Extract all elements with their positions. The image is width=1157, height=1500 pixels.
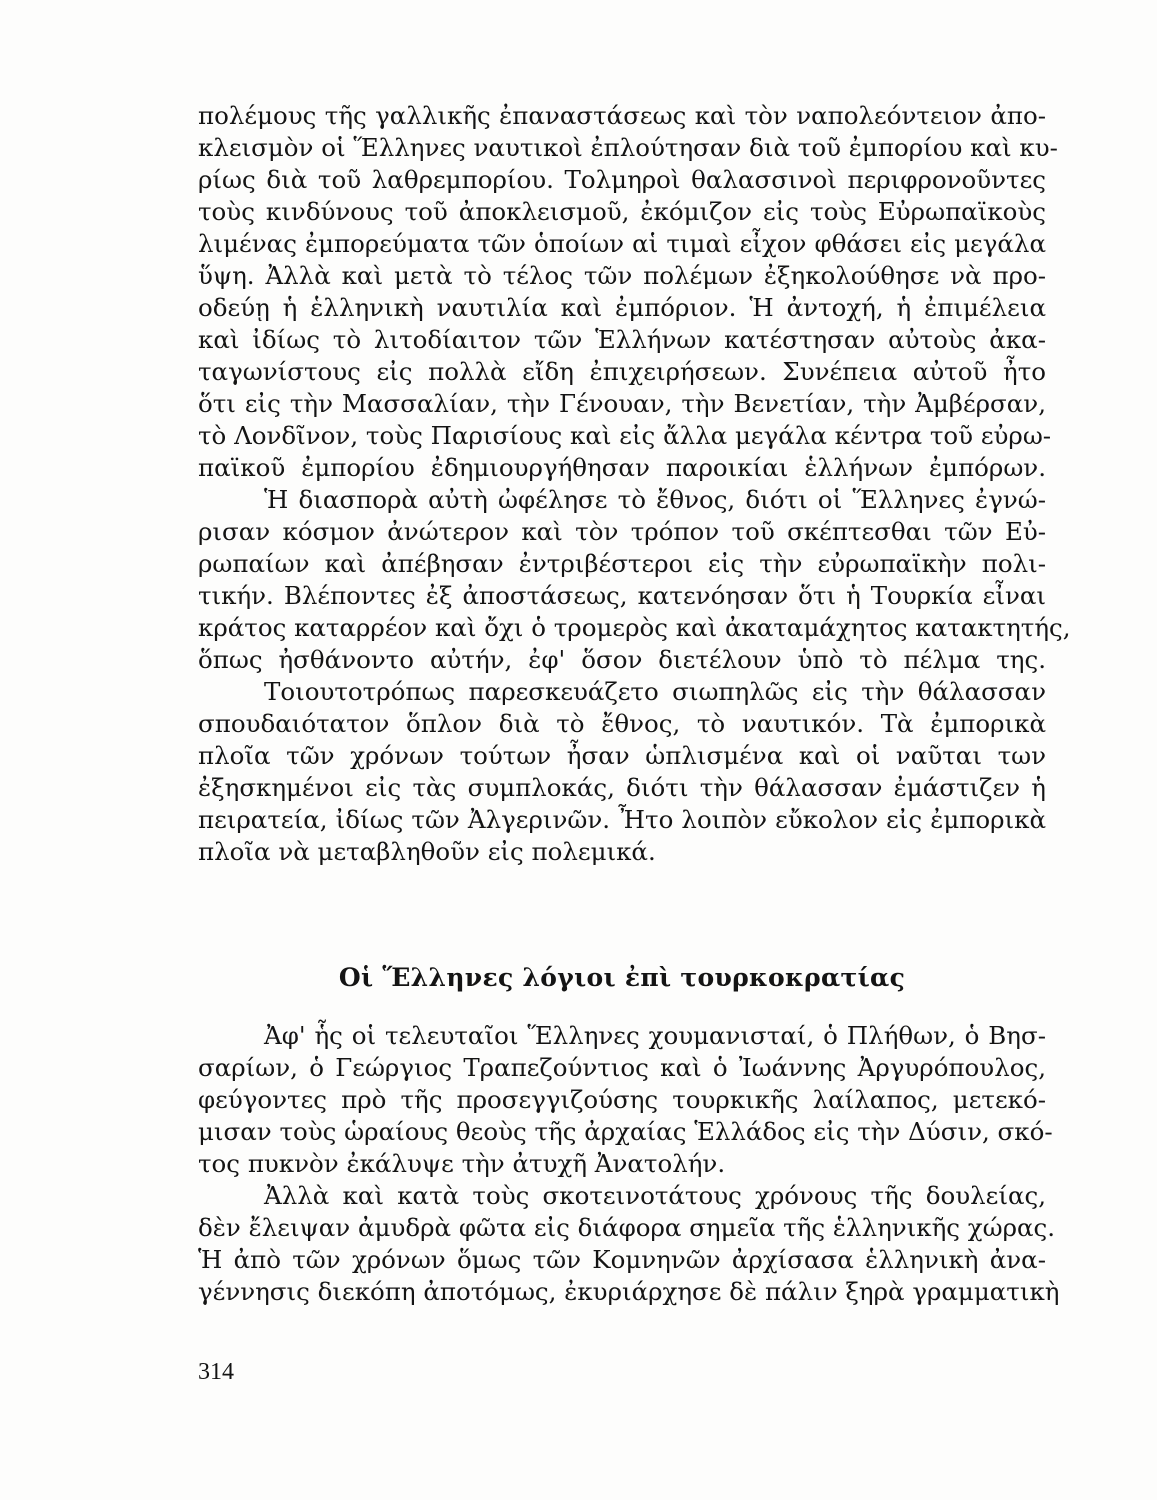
- text-line: Ἀφ' ἧς οἱ τελευταῖοι Ἕλληνες χουμανισταί, ὁ Πλήθων, ὁ Βησ-: [264, 1021, 1046, 1050]
- text-line: τος πυκνὸν ἐκάλυψε τὴν ἀτυχῆ Ἀνατολήν.: [198, 1149, 726, 1178]
- text-line: ρίως διὰ τοῦ λαθρεμπορίου. Τολμηροὶ θαλασσινοὶ περιφρονοῦντες: [198, 165, 1046, 194]
- text-line: φεύγοντες πρὸ τῆς προσεγγιζούσης τουρκικῆς λαίλαπος, μετεκό-: [198, 1085, 1046, 1114]
- section-heading: Οἱ Ἕλληνες λόγιοι ἐπὶ τουρκοκρατίας: [338, 963, 906, 992]
- text-line: κλεισμὸν οἱ Ἕλληνες ναυτικοὶ ἐπλούτησαν διὰ τοῦ ἐμπορίου καὶ κυ-: [198, 133, 1058, 162]
- text-line: κράτος καταρρέον καὶ ὄχι ὁ τρομερὸς καὶ ἀκαταμάχητος κατακτητής,: [198, 613, 1071, 642]
- text-line: λιμένας ἐμπορεύματα τῶν ὁποίων αἱ τιμαὶ εἶχον φθάσει εἰς μεγάλα: [198, 229, 1046, 258]
- text-line: πλοῖα νὰ μεταβληθοῦν εἰς πολεμικά.: [198, 837, 656, 866]
- text-line: πλοῖα τῶν χρόνων τούτων ἦσαν ὡπλισμένα καὶ οἱ ναῦται των: [198, 741, 1046, 770]
- text-line: Ἡ διασπορὰ αὐτὴ ὠφέλησε τὸ ἔθνος, διότι οἱ Ἕλληνες ἐγνώ-: [264, 485, 1046, 514]
- text-line: ὅπως ἠσθάνοντο αὐτήν, ἐφ' ὅσον διετέλουν ὑπὸ τὸ πέλμα της.: [198, 645, 1046, 674]
- page-number: 314: [198, 1359, 234, 1385]
- text-line: πειρατεία, ἰδίως τῶν Ἀλγερινῶν. Ἦτο λοιπὸν εὔκολον εἰς ἐμπορικὰ: [198, 805, 1046, 834]
- text-line: ρωπαίων καὶ ἀπέβησαν ἐντριβέστεροι εἰς τὴν εὐρωπαϊκὴν πολι-: [198, 549, 1046, 578]
- text-line: δὲν ἔλειψαν ἀμυδρὰ φῶτα εἰς διάφορα σημεῖα τῆς ἑλληνικῆς χώρας.: [198, 1213, 1056, 1242]
- text-line: σαρίων, ὁ Γεώργιος Τραπεζούντιος καὶ ὁ Ἰωάννης Ἀργυρόπουλος,: [198, 1053, 1046, 1082]
- text-line: Ἡ ἀπὸ τῶν χρόνων ὅμως τῶν Κομνηνῶν ἀρχίσασα ἑλληνικὴ ἀνα-: [198, 1245, 1046, 1274]
- text-line: ἐξησκημένοι εἰς τὰς συμπλοκάς, διότι τὴν θάλασσαν ἐμάστιζεν ἡ: [198, 773, 1046, 802]
- text-line: Τοιουτοτρόπως παρεσκευάζετο σιωπηλῶς εἰς τὴν θάλασσαν: [264, 677, 1046, 706]
- text-line: παϊκοῦ ἐμπορίου ἐδημιουργήθησαν παροικίαι ἑλλήνων ἐμπόρων.: [198, 453, 1046, 482]
- body-text-top: [198, 100, 1071, 868]
- body-text-bottom: [198, 1020, 1060, 1308]
- text-line: ὕψη. Ἀλλὰ καὶ μετὰ τὸ τέλος τῶν πολέμων ἐξηκολούθησε νὰ προ-: [198, 261, 1046, 290]
- text-line: ὅτι εἰς τὴν Μασσαλίαν, τὴν Γένουαν, τὴν Βενετίαν, τὴν Ἀμβέρσαν,: [198, 389, 1046, 418]
- text-line: οδεύῃ ἡ ἑλληνικὴ ναυτιλία καὶ ἐμπόριον. Ἡ ἀντοχή, ἡ ἐπιμέλεια: [198, 293, 1046, 322]
- text-line: γέννησις διεκόπη ἀποτόμως, ἐκυριάρχησε δὲ πάλιν ξηρὰ γραμματικὴ: [198, 1277, 1060, 1306]
- text-line: τὸ Λονδῖνον, τοὺς Παρισίους καὶ εἰς ἄλλα μεγάλα κέντρα τοῦ εὐρω-: [198, 421, 1052, 450]
- text-line: πολέμους τῆς γαλλικῆς ἐπαναστάσεως καὶ τὸν ναπολεόντειον ἀπο-: [198, 101, 1046, 130]
- text-line: καὶ ἰδίως τὸ λιτοδίαιτον τῶν Ἑλλήνων κατέστησαν αὐτοὺς ἀκα-: [198, 325, 1046, 354]
- text-line: μισαν τοὺς ὡραίους θεοὺς τῆς ἀρχαίας Ἑλλάδος εἰς τὴν Δύσιν, σκό-: [198, 1117, 1053, 1146]
- text-line: ταγωνίστους εἰς πολλὰ εἴδη ἐπιχειρήσεων. Συνέπεια αὐτοῦ ἦτο: [198, 357, 1046, 386]
- text-line: Ἀλλὰ καὶ κατὰ τοὺς σκοτεινοτάτους χρόνους τῆς δουλείας,: [264, 1181, 1046, 1210]
- text-line: τοὺς κινδύνους τοῦ ἀποκλεισμοῦ, ἐκόμιζον εἰς τοὺς Εὐρωπαϊκοὺς: [198, 197, 1046, 226]
- text-line: σπουδαιότατον ὅπλον διὰ τὸ ἔθνος, τὸ ναυτικόν. Τὰ ἐμπορικὰ: [198, 709, 1046, 738]
- text-line: ρισαν κόσμον ἀνώτερον καὶ τὸν τρόπον τοῦ σκέπτεσθαι τῶν Εὐ-: [198, 517, 1046, 546]
- text-line: τικήν. Βλέποντες ἐξ ἀποστάσεως, κατενόησαν ὅτι ἡ Τουρκία εἶναι: [198, 581, 1046, 610]
